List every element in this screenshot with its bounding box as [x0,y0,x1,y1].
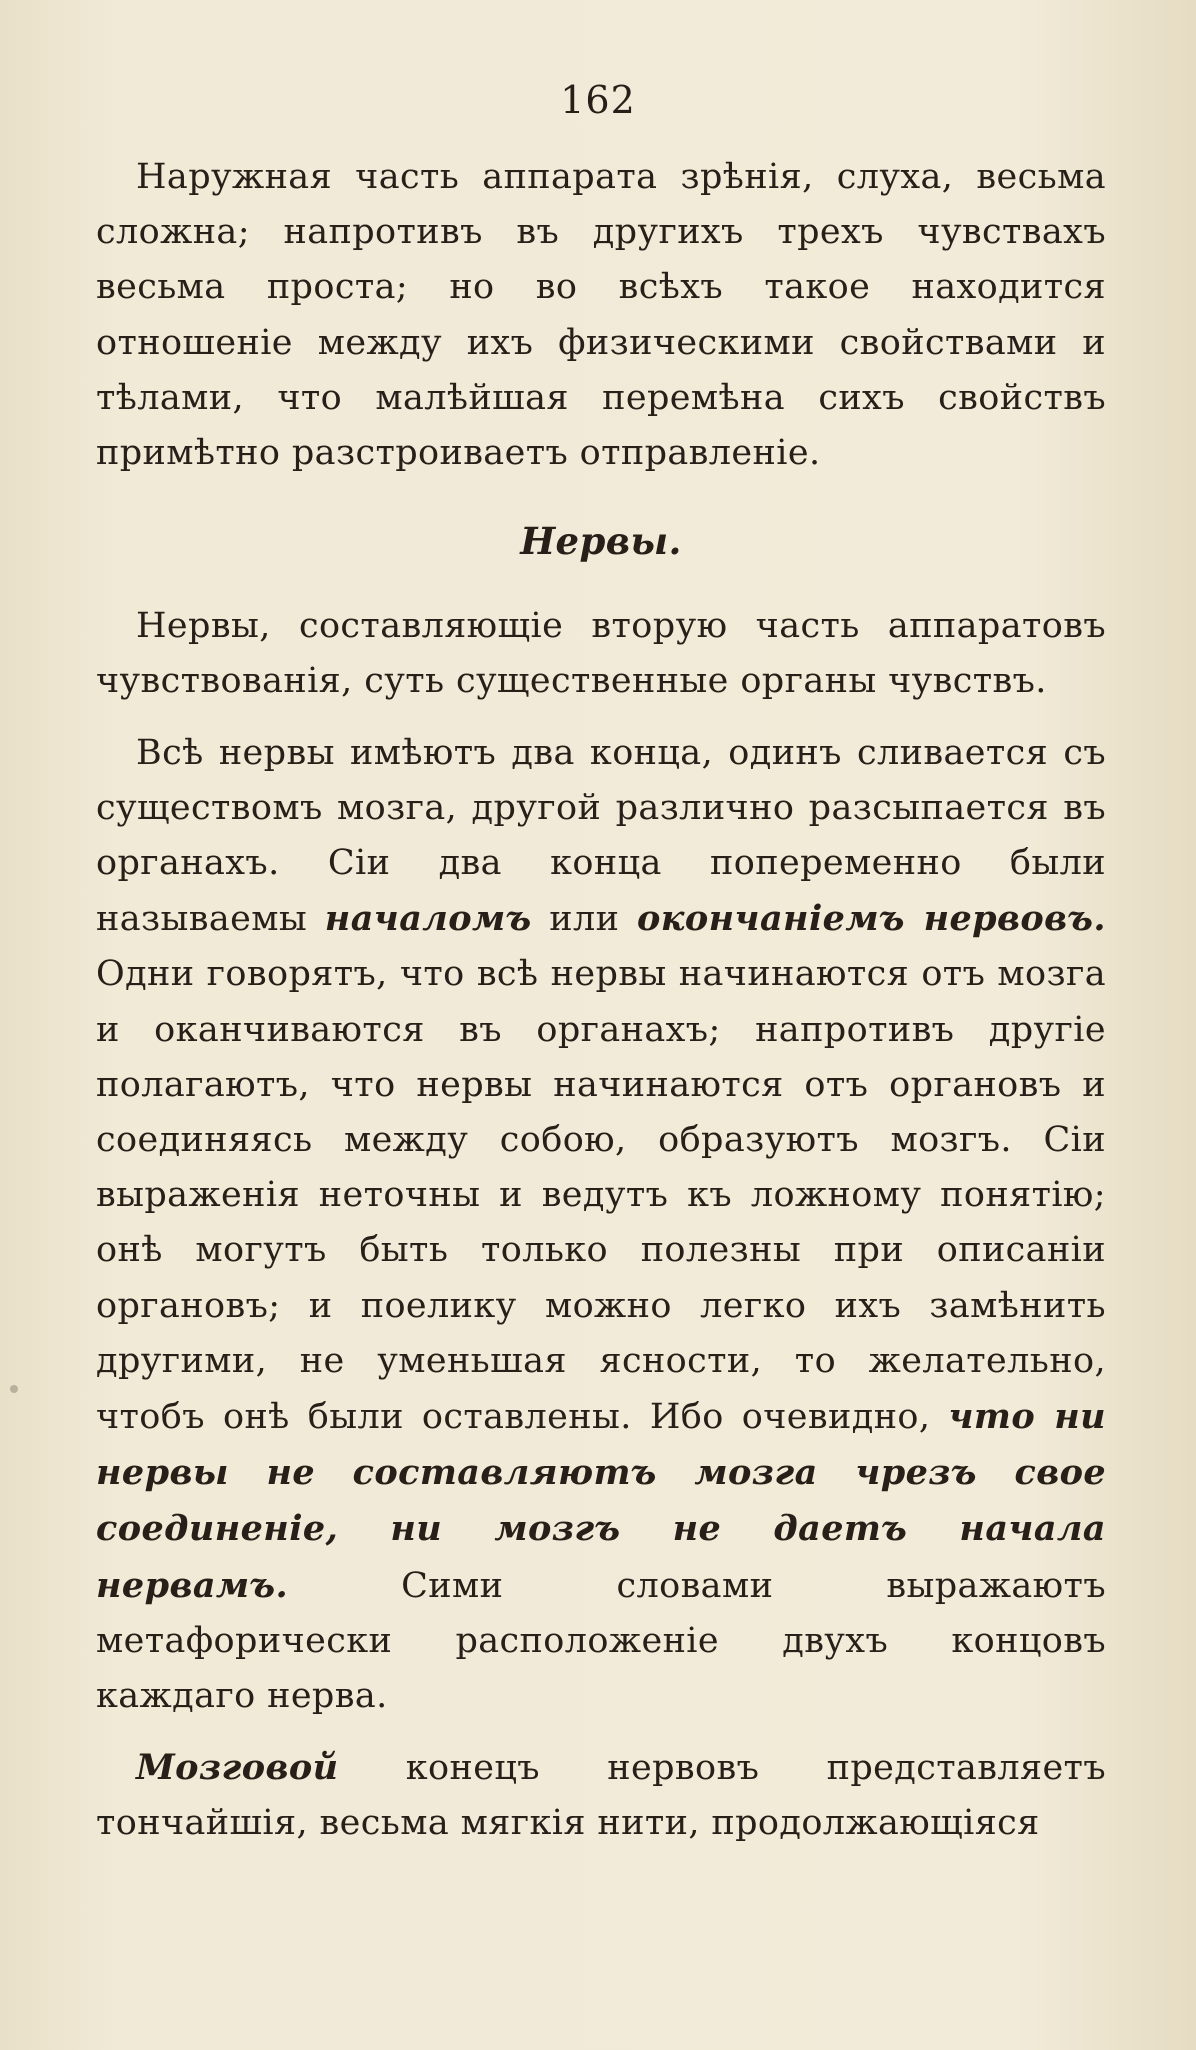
page-number: 162 [560,78,636,122]
paragraph-3-emphasis-1: началомъ [324,898,532,940]
paragraph-3-emphasis-3: что ни нервы не составляютъ мозга чрезъ свое соединеніе, ни мозгъ не даетъ начала нервамъ. [96,1396,1106,1606]
ink-smudge [10,1385,18,1393]
paragraph-2: Нервы, составляющіе вторую часть аппаратовъ чувствованія, суть существенные органы чувствъ. [96,606,1106,702]
paragraph-3-text-d: Сими словами выражаютъ метафорически расположеніе двухъ концовъ каждаго нерва. [96,1565,1106,1717]
paragraph-4 [96,1740,1106,1851]
paragraph-1: Наружная часть аппарата зрѣнія, слуха, весьма сложна; напротивъ въ другихъ трехъ чувствахъ весьма проста; но во всѣхъ такое находится отношеніе между ихъ физическими свойствами и тѣлами, что малѣйшая перемѣна сихъ свойствъ примѣтно разстроиваетъ отправленіе. [96,157,1106,474]
section-heading: Нервы. [520,519,682,564]
body-text [96,150,1106,1852]
paragraph-3-emphasis-2: окончаніемъ нервовъ. [637,898,1106,940]
paragraph-3-text-a: Всѣ нервы имѣютъ два конца, одинъ сливается съ существомъ мозга, другой различно разсыпается въ органахъ. Сіи два конца попеременно были называемы [96,732,1106,940]
paragraph-3-text-b: или [549,899,620,940]
paragraph-4-text: конецъ нервовъ представляетъ тончайшія, весьма мягкія нити, продолжающіяся [96,1748,1106,1844]
paragraph-4-emphasis: Мозговой [136,1747,339,1789]
paragraph-3-text-c: Одни говорятъ, что всѣ нервы начинаются отъ мозга и оканчиваются въ органахъ; напротивъ другіе полагаютъ, что нервы начинаются отъ органовъ и соединяясь между собою, образуютъ мозгъ. Сіи выраженія неточны и ведутъ къ ложному понятію; онѣ могутъ быть только полезны при описаніи органовъ; и поелику можно легко ихъ замѣнить другими, не уменьшая ясности, то желательно, чтобъ онѣ были оставлены. Ибо очевидно, [96,954,1106,1438]
paragraph-3 [96,726,1106,1725]
